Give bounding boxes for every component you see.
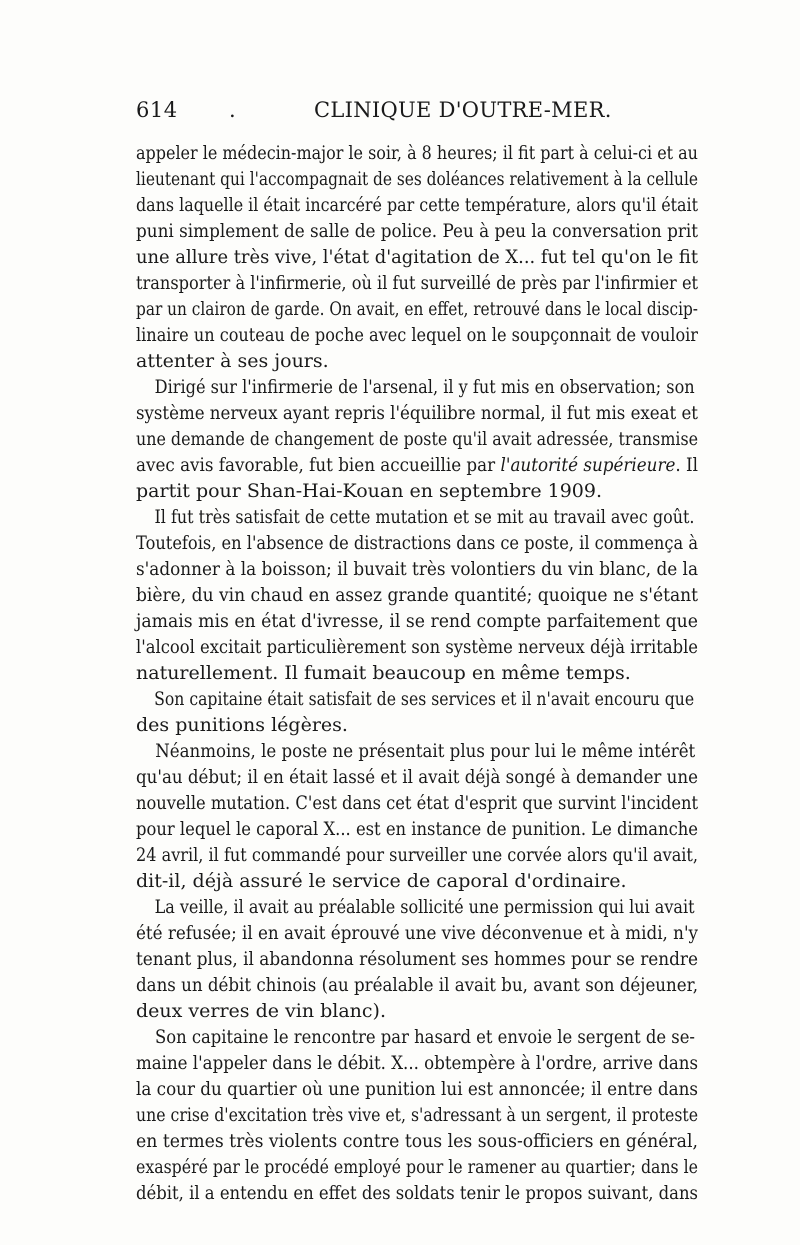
text-line: nouvelle mutation. C'est dans cet état d'esprit que survint l'incident <box>136 792 699 814</box>
text-line: jamais mis en état d'ivresse, il se rend compte parfaitement que <box>136 610 699 632</box>
text-line: exaspéré par le procédé employé pour le ramener au quartier; dans le <box>136 1156 699 1178</box>
text-line: bière, du vin chaud en assez grande quantité; quoique ne s'étant <box>136 584 699 606</box>
page-header <box>136 98 698 128</box>
text-line: Néanmoins, le poste ne présentait plus pour lui le même intérêt <box>155 740 696 762</box>
text-line: La veille, il avait au préalable sollicité une permission qui lui avait <box>154 896 695 918</box>
text-line: par un clairon de garde. On avait, en effet, retrouvé dans le local discip- <box>136 298 698 320</box>
text-line: la cour du quartier où une punition lui est annoncée; il entre dans <box>136 1078 699 1100</box>
text-line: naturellement. Il fumait beaucoup en même temps. <box>136 662 631 684</box>
running-title: CLINIQUE D'OUTRE-MER. <box>314 98 612 122</box>
page-number: 614 <box>136 98 178 122</box>
text-line: lieutenant qui l'accompagnait de ses doléances relativement à la cellule <box>136 168 698 190</box>
text-line: Son capitaine était satisfait de ses services et il n'avait encouru que <box>154 688 695 710</box>
text-line: dans laquelle il était incarcéré par cette température, alors qu'il était <box>136 194 698 216</box>
text-segment: avec avis favorable, fut bien accueillie par <box>136 454 496 476</box>
text-line: débit, il a entendu en effet des soldats tenir le propos suivant, dans <box>136 1182 698 1204</box>
header-dot: . <box>229 98 236 122</box>
text-line: qu'au début; il en était lassé et il avait déjà songé à demander une <box>136 766 698 788</box>
text-segment: . Il <box>675 454 699 476</box>
text-line: s'adonner à la boisson; il buvait très volontiers du vin blanc, de la <box>136 558 699 580</box>
text-line: en termes très violents contre tous les sous-officiers en général, <box>136 1130 698 1152</box>
text-line: dans un débit chinois (au préalable il avait bu, avant son déjeuner, <box>136 974 699 996</box>
text-line: Dirigé sur l'infirmerie de l'arsenal, il y fut mis en observation; son <box>154 376 695 398</box>
text-line: une demande de changement de poste qu'il avait adressée, transmise <box>136 428 699 450</box>
text-line: attenter à ses jours. <box>136 350 329 372</box>
text-line: l'alcool excitait particulièrement son système nerveux déjà irritable <box>136 636 698 658</box>
text-line: 24 avril, il fut commandé pour surveiller une corvée alors qu'il avait, <box>136 844 699 866</box>
text-line: tenant plus, il abandonna résolument ses hommes pour se rendre <box>136 948 698 970</box>
italic-phrase: l'autorité supérieure <box>500 454 676 476</box>
text-line: été refusée; il en avait éprouvé une vive déconvenue et à midi, n'y <box>136 922 699 944</box>
text-line: des punitions légères. <box>136 714 348 736</box>
text-line: linaire un couteau de poche avec lequel on le soupçonnait de vouloir <box>136 324 699 346</box>
text-line: appeler le médecin-major le soir, à 8 heures; il fit part à celui-ci et au <box>136 142 698 164</box>
text-line: deux verres de vin blanc). <box>136 1000 387 1022</box>
text-line: Toutefois, en l'absence de distractions dans ce poste, il commença à <box>136 532 699 554</box>
text-line: une crise d'excitation très vive et, s'adressant à un sergent, il proteste <box>136 1104 699 1126</box>
text-line-mixed <box>136 452 699 478</box>
text-line: puni simplement de salle de police. Peu à peu la conversation prit <box>136 220 699 242</box>
text-line: une allure très vive, l'état d'agitation de X... fut tel qu'on le fit <box>136 246 699 268</box>
text-line: pour lequel le caporal X... est en instance de punition. Le dimanche <box>136 818 698 840</box>
text-line: partit pour Shan-Hai-Kouan en septembre 1909. <box>136 480 603 502</box>
text-line: dit-il, déjà assuré le service de caporal d'ordinaire. <box>136 870 627 892</box>
body-text <box>136 140 698 1206</box>
text-line: Il fut très satisfait de cette mutation et se mit au travail avec goût. <box>154 506 695 528</box>
text-line: système nerveux ayant repris l'équilibre normal, il fut mis exeat et <box>136 402 698 424</box>
text-line: transporter à l'infirmerie, où il fut surveillé de près par l'infirmier et <box>136 272 699 294</box>
text-line: Son capitaine le rencontre par hasard et envoie le sergent de se- <box>154 1026 695 1048</box>
text-line: maine l'appeler dans le débit. X... obtempère à l'ordre, arrive dans <box>136 1052 699 1074</box>
